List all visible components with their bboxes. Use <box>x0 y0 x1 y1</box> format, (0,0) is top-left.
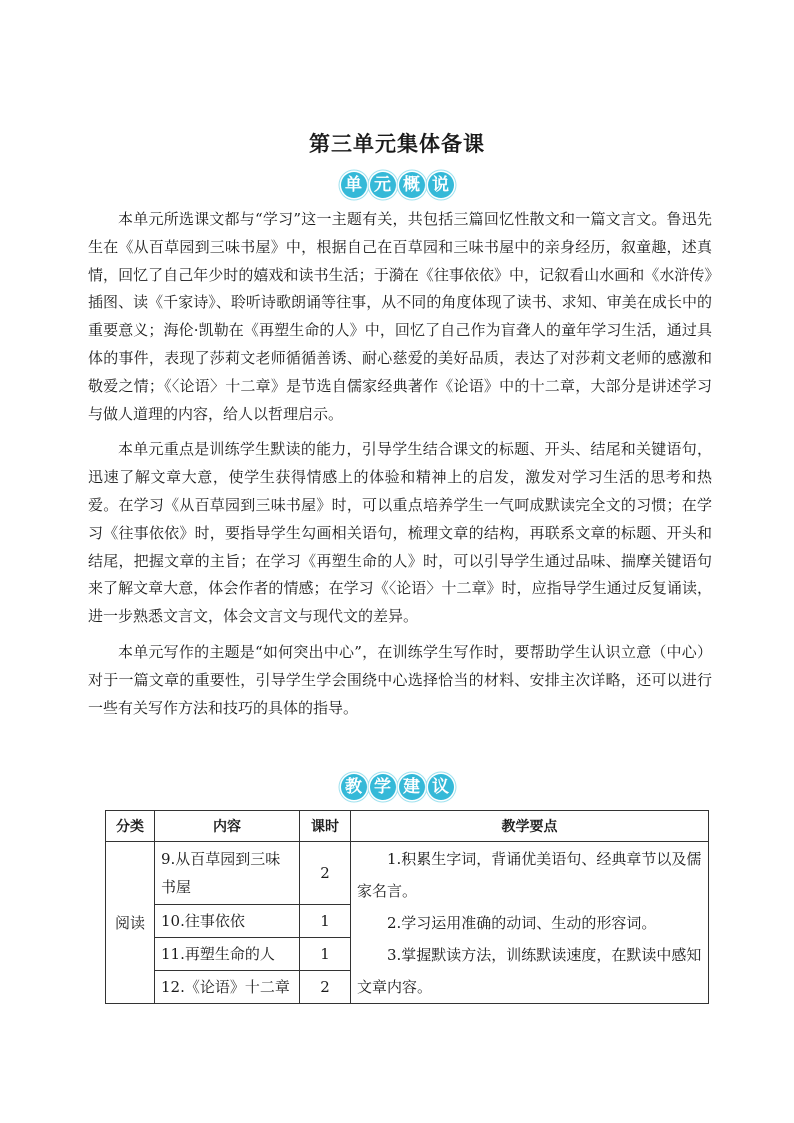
banner-char: 议 <box>428 774 454 800</box>
header-key-points: 教学要点 <box>351 811 709 842</box>
banner-char: 元 <box>370 172 396 198</box>
unit-overview-banner <box>0 172 794 198</box>
overview-paragraph: 本单元重点是训练学生默读的能力，引导学生结合课文的标题、开头、结尾和关键语句，迅速了解文章大意，使学生获得情感上的体验和精神上的启发，激发对学习生活的思考和热爱。在学习《从百草园到三味书屋》时，可以重点培养学生一气呵成默读完全文的习惯；在学习《往事依依》时，要指导学生勾画相关语句，梳理文章的结构，再联系文章的标题、开头和结尾，把握文章的主旨；在学习《再塑生命的人》时，可以引导学生通过品味、揣摩关键语句来了解文章大意，体会作者的情感；在学习《〈论语〉十二章》时，应指导学生通过反复诵读，进一步熟悉文言文，体会文言文与现代文的差异。 <box>88 440 712 626</box>
overview-paragraph: 本单元写作的主题是“如何突出中心”，在训练学生写作时，要帮助学生认识立意（中心）对于一篇文章的重要性，引导学生学会围绕中心选择恰当的材料、安排主次详略，还可以进行一些有关写作方法和技巧的具体的指导。 <box>88 642 712 717</box>
lesson-content-cell: 9.从百草园到三味书屋 <box>155 842 300 905</box>
teaching-suggestions-banner <box>0 774 794 800</box>
table-row <box>106 842 709 905</box>
lesson-hours-cell: 1 <box>300 905 351 938</box>
header-content: 内容 <box>155 811 300 842</box>
table-header-row <box>106 811 709 842</box>
banner-char: 建 <box>399 774 425 800</box>
key-point: 3.掌握默读方法，训练默读速度，在默读中感知文章内容。 <box>357 945 702 996</box>
category-cell: 阅读 <box>106 842 155 1004</box>
banner-char: 学 <box>370 774 396 800</box>
lesson-hours-cell: 2 <box>300 971 351 1004</box>
banner-char: 单 <box>341 172 367 198</box>
overview-paragraph: 本单元所选课文都与“学习”这一主题有关，共包括三篇回忆性散文和一篇文言文。鲁迅先生在《从百草园到三味书屋》中，根据自己在百草园和三味书屋中的亲身经历，叙童趣，述真情，回忆了自己年少时的嬉戏和读书生活；于漪在《往事依依》中，记叙看山水画和《水浒传》插图、读《千家诗》、聆听诗歌朗诵等往事，从不同的角度体现了读书、求知、审美在成长中的重要意义；海伦·凯勒在《再塑生命的人》中，回忆了自己作为盲聋人的童年学习生活，通过具体的事件，表现了莎莉文老师循循善诱、耐心慈爱的美好品质，表达了对莎莉文老师的感激和敬爱之情；《〈论语〉十二章》是节选自儒家经典著作《论语》中的十二章，大部分是讲述学习与做人道理的内容，给人以哲理启示。 <box>88 210 712 423</box>
lesson-content-cell: 10.往事依依 <box>155 905 300 938</box>
lesson-content-cell: 12.《论语》十二章 <box>155 971 300 1004</box>
banner-char: 说 <box>428 172 454 198</box>
unit-overview-text <box>88 206 712 730</box>
key-points-cell <box>351 842 709 1004</box>
lesson-content-cell: 11.再塑生命的人 <box>155 938 300 971</box>
lesson-hours-cell: 2 <box>300 842 351 905</box>
banner-char: 概 <box>399 172 425 198</box>
teaching-plan-table <box>105 810 709 1004</box>
header-hours: 课时 <box>300 811 351 842</box>
page-title: 第三单元集体备课 <box>309 132 485 156</box>
banner-char: 教 <box>341 774 367 800</box>
lesson-hours-cell: 1 <box>300 938 351 971</box>
key-point: 2.学习运用准确的动词、生动的形容词。 <box>387 913 657 932</box>
key-point: 1.积累生字词，背诵优美语句、经典章节以及儒家名言。 <box>357 849 702 900</box>
header-category: 分类 <box>106 811 155 842</box>
